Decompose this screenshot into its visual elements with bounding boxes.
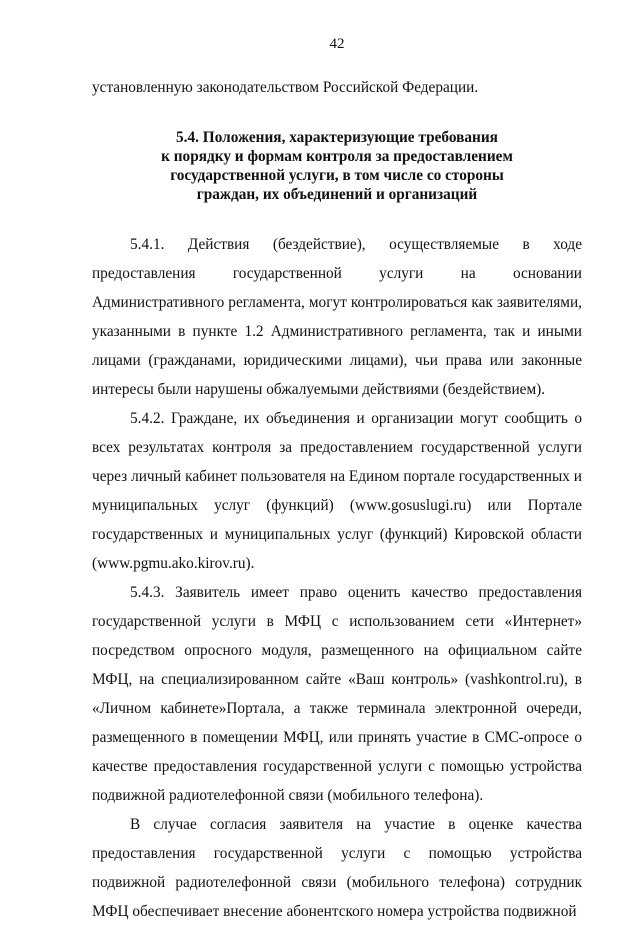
- section-title-line-3: государственной услуги, в том числе со стороны: [170, 167, 504, 184]
- paragraph-5-4-3: 5.4.3. Заявитель имеет право оценить качество предоставления государственной услуги в МФЦ с использованием сети «Интернет» посредством опросного модуля, размещенного на официальном сайте МФЦ, на специализированном сайте «Ваш контроль» (vashkontrol.ru), в «Личном кабинете»Портала, а также терминала электронной очереди, размещенного в помещении МФЦ, или принять участие в СМС-опросе о качестве предоставления государственной услуги с помощью устройства подвижной радиотелефонной связи (мобильного телефона).: [92, 584, 582, 804]
- section-title: [92, 128, 582, 204]
- section-title-line-1: 5.4. Положения, характеризующие требования: [176, 129, 498, 146]
- paragraph-5-4-2: 5.4.2. Граждане, их объединения и организации могут сообщить о всех результатах контроля за предоставлением государственной услуги через личный кабинет пользователя на Едином портале государственных и муниципальных услуг (функций) (www.gosuslugi.ru) или Портале государственных и муниципальных услуг (функций) Кировской области (www.pgmu.ako.kirov.ru).: [92, 410, 582, 572]
- paragraph-5-4-1: 5.4.1. Действия (бездействие), осуществляемые в ходе предоставления государственной услуги на основании Административного регламента, могут контролироваться как заявителями, указанными в пункте 1.2 Административного регламента, так и иными лицами (гражданами, юридическими лицами), чьи права или законные интересы были нарушены обжалуемыми действиями (бездействием).: [92, 236, 582, 398]
- lead-line: установленную законодательством Российской Федерации.: [92, 79, 479, 96]
- section-title-line-2: к порядку и формам контроля за предоставлением: [161, 148, 513, 165]
- section-title-line-4: граждан, их объединений и организаций: [196, 186, 478, 203]
- page-number: 42: [329, 36, 345, 52]
- paragraph-consent: В случае согласия заявителя на участие в оценке качества предоставления государственной услуги с помощью устройства подвижной радиотелефонной связи (мобильного телефона) сотрудник МФЦ обеспечивает внесение абонентского номера устройства подвижной: [92, 816, 582, 920]
